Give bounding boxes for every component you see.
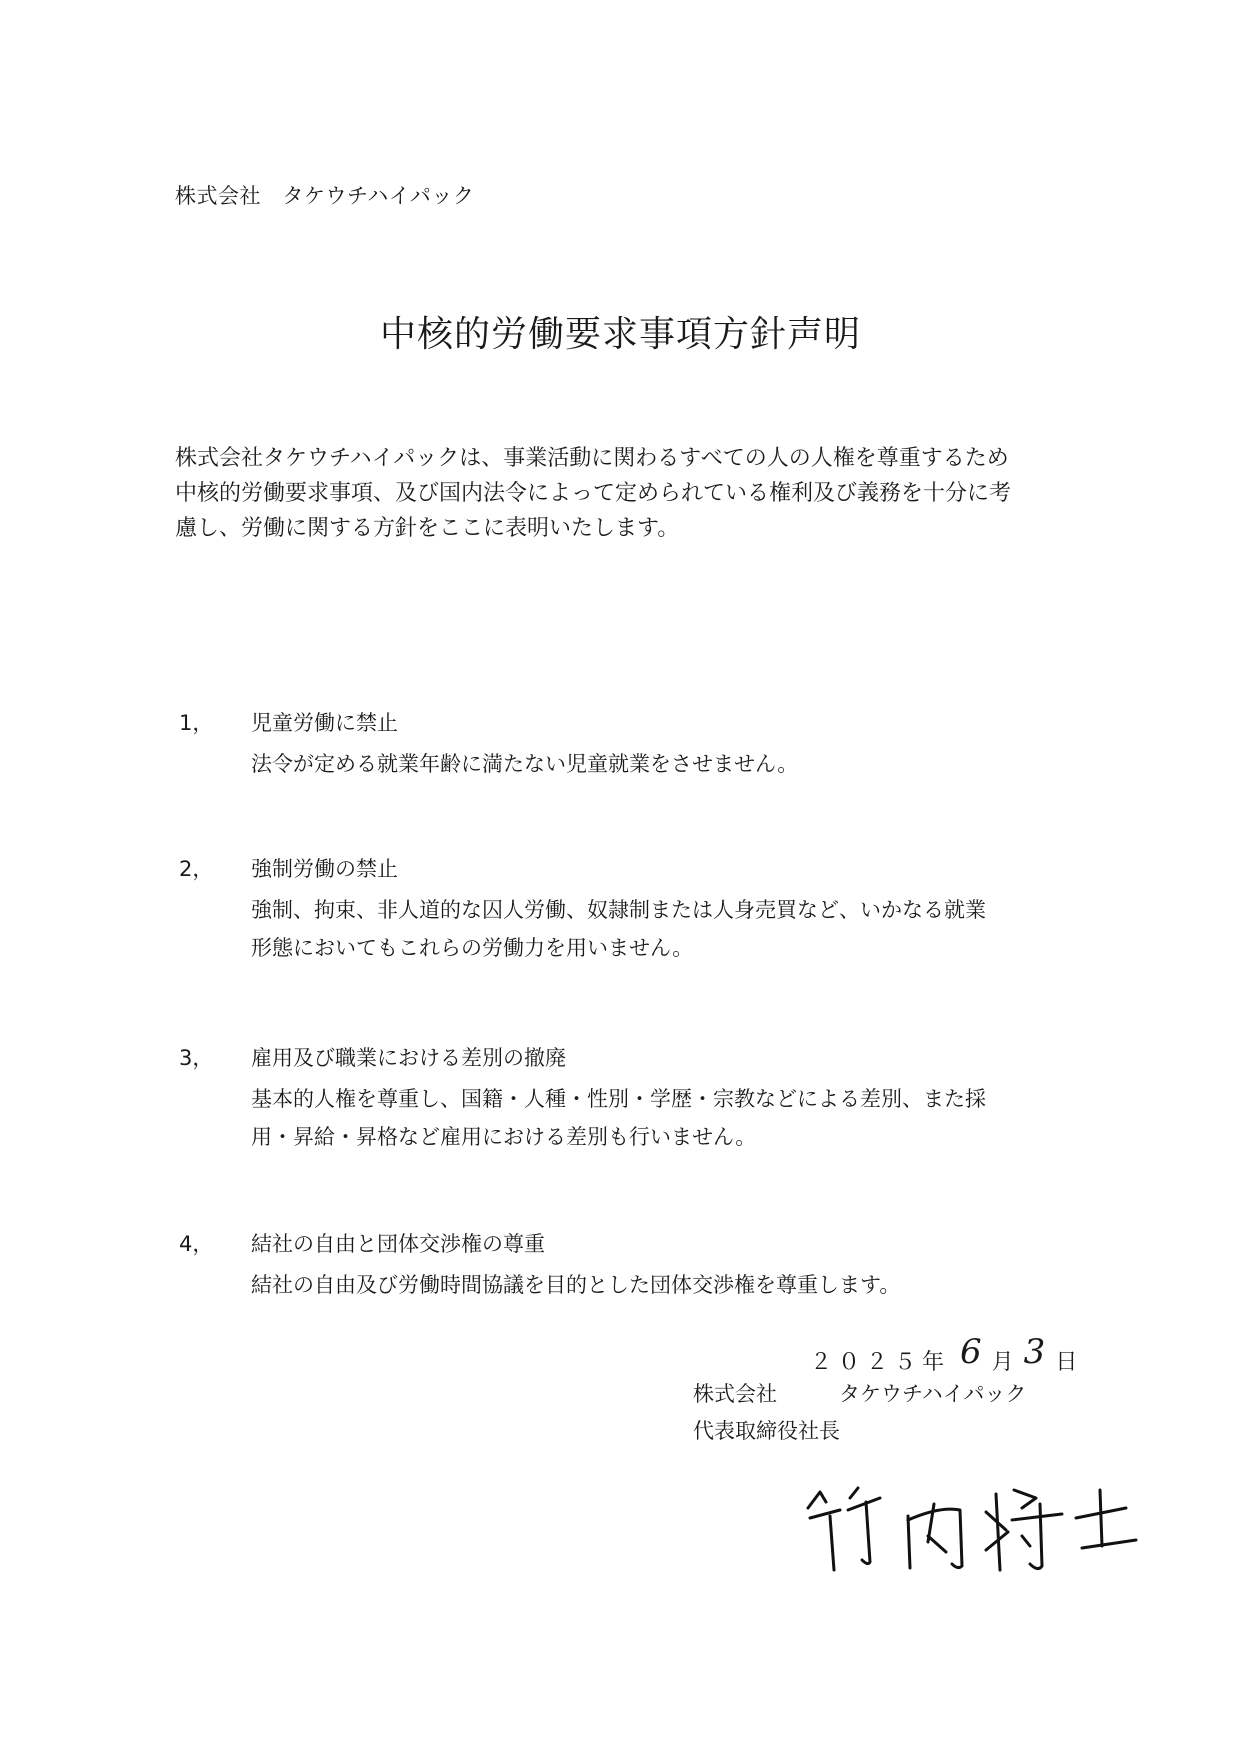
item-body [251, 1080, 986, 1156]
item-body-line: 結社の自由及び労働時間協議を目的とした団体交渉権を尊重します。 [251, 1273, 901, 1297]
item-body-line: 形態においてもこれらの労働力を用いません。 [251, 936, 694, 960]
intro-line: 慮し、労働に関する方針をここに表明いたします。 [175, 516, 680, 541]
item-heading: 強制労働の禁止 [251, 857, 398, 881]
item-number: 3， [179, 1046, 214, 1070]
item-number: 1， [179, 711, 214, 735]
item-body-line: 用・昇給・昇格など雇用における差別も行いません。 [251, 1125, 757, 1149]
item-body-line: 法令が定める就業年齢に満たない児童就業をさせません。 [251, 752, 799, 776]
signing-date [810, 1332, 1078, 1378]
item-body-line: 基本的人権を尊重し、国籍・人種・性別・学歴・宗教などによる差別、また採 [251, 1087, 986, 1111]
item-number: 2， [179, 857, 214, 881]
item-body [251, 745, 798, 783]
date-month-label: 月 [991, 1350, 1014, 1375]
item-body [251, 891, 986, 967]
date-day-handwritten: 3 [1023, 1332, 1046, 1372]
item-heading: 児童労働に禁止 [251, 711, 398, 735]
intro-paragraph [175, 441, 1075, 546]
item-body [251, 1266, 900, 1304]
date-day-label: 日 [1055, 1350, 1078, 1375]
company-prefix: 株式会社 [693, 1382, 777, 1406]
item-body-line: 強制、拘束、非人道的な囚人労働、奴隷制または人身売買など、いかなる就業 [251, 898, 986, 922]
item-heading: 結社の自由と団体交渉権の尊重 [251, 1232, 545, 1256]
signatory-role: 代表取締役社長 [693, 1419, 840, 1443]
company-header: 株式会社 タケウチハイパック [175, 184, 475, 208]
intro-line: 株式会社タケウチハイパックは、事業活動に関わるすべての人の人権を尊重するため [175, 446, 1009, 471]
date-year: ２０２５年 [810, 1350, 951, 1375]
item-number: 4， [179, 1232, 214, 1256]
date-month-handwritten: 6 [960, 1332, 982, 1372]
item-heading: 雇用及び職業における差別の撤廃 [251, 1046, 566, 1070]
handwritten-signature [800, 1470, 1150, 1580]
intro-line: 中核的労働要求事項、及び国内法令によって定められている権利及び義務を十分に考 [175, 481, 1012, 506]
company-name: タケウチハイパック [839, 1382, 1027, 1406]
document-title: 中核的労働要求事項方針声明 [379, 314, 861, 355]
signatory-company [693, 1378, 1026, 1408]
